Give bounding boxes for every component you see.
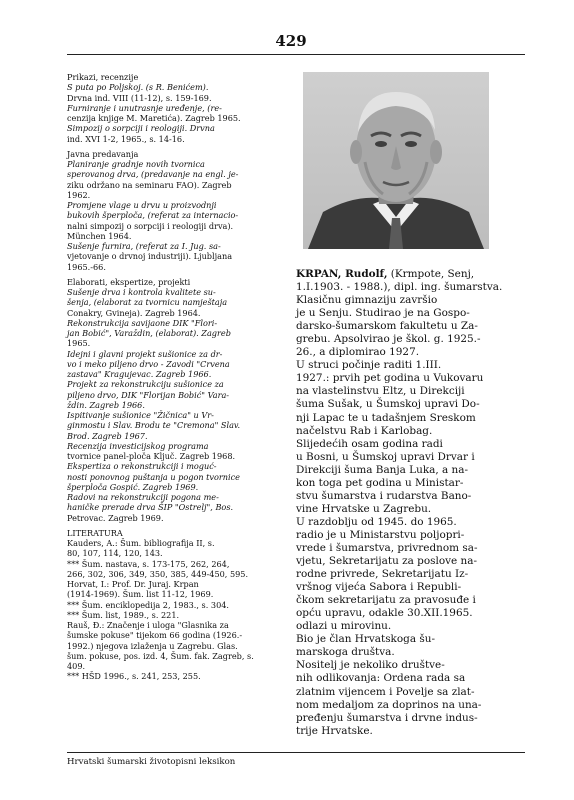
text-line: Ispitivanje sušionice "Žičnica" u Vr-	[67, 410, 214, 420]
biography-line: odlazi u mirovinu.	[296, 620, 392, 633]
text-line: Sušenje furnira, (referat za I. Jug. sa-	[67, 241, 221, 251]
text-line: Projekt za rekonstrukciju sušionice za	[67, 379, 224, 390]
biography-line: vjetu, Sekretarijatu za poslove na-	[296, 555, 477, 568]
text-line: (1914-1969). Šum. list 11-12, 1969.	[67, 589, 214, 600]
biography-line: radio je u Ministarstvu poljopri-	[296, 528, 465, 541]
biography-line: Klasičnu gimnaziju završio	[296, 294, 438, 307]
text-line: Rauš, Đ.: Značenje i uloga "Glasnika za	[67, 620, 229, 630]
biography-line: pređenju šumarstva i drvne indus-	[296, 711, 478, 724]
text-line: šperploča Gospić. Zagreb 1969.	[67, 481, 199, 492]
text-line: Idejni i glavni projekt sušionice za dr-	[67, 348, 223, 359]
text-line: 1965.-66.	[67, 261, 106, 272]
text-line: Prikazi, recenzije	[67, 72, 139, 82]
text-line: vo i meko piljeno drvo - Zavodi "Crvena	[67, 358, 230, 369]
text-line: Sušenje drva i kontrola kvalitete su-	[67, 287, 216, 297]
header-rule	[67, 54, 525, 55]
text-line: 409.	[67, 661, 86, 671]
text-line: 1962.	[67, 189, 91, 200]
text-line: Promjene vlage u drvu u proizvodnji	[67, 200, 217, 210]
text-line: Radovi na rekonstrukciji pogona me-	[67, 492, 219, 502]
text-line: ziku održano na seminaru FAO). Zagreb	[67, 179, 232, 190]
biography-line: darsko-šumarskom fakultetu u Za-	[296, 320, 478, 333]
text-line: Drvna ind. VIII (11-12), s. 159-169.	[67, 92, 212, 103]
text-line: Brod. Zagreb 1967.	[67, 430, 148, 441]
biography-line: vršnog vijeća Sabora i Republi-	[296, 581, 462, 594]
text-line: *** Šum. list, 1989., s. 221.	[67, 609, 180, 620]
text-line: Javna predavanja	[67, 148, 139, 159]
biography-line: 1927.: prvih pet godina u Vukovaru	[296, 372, 484, 385]
text-line: šum. pokuse, pos. izd. 4, Šum. fak. Zagreb, s.	[67, 650, 254, 661]
text-line: Horvat, I.: Prof. Dr. Juraj. Krpan	[67, 579, 199, 589]
text-line: Simpozij o sorpciji i reologiji. Drvna	[67, 123, 215, 134]
text-line: haničke prerade drva ŠIP "Ostrelj", Bos.	[67, 502, 234, 513]
text-line: ind. XVI 1-2, 1965., s. 14-16.	[67, 133, 185, 144]
text-line: jan Bobić", Varaždin, (elaborat). Zagreb	[67, 328, 231, 338]
left-column	[67, 72, 280, 682]
text-line: zastava" Kragujevac. Zagreb 1966.	[67, 369, 212, 379]
biography-column	[296, 268, 526, 738]
text-line: šumske pokuse" tijekom 66 godina (1926.-	[67, 630, 243, 641]
biography-line: vrede i šumarstva, privrednom sa-	[296, 541, 478, 554]
biography-line: načelstvu Rab i Karlobag.	[296, 424, 433, 437]
text-line: šenja, (elaborat za tvornicu namještaja	[67, 297, 228, 308]
portrait-image	[303, 72, 489, 249]
biography-line: nih odlikovanja: Ordena rada sa	[296, 672, 466, 685]
biography-line: na vlastelinstvu Eltz, u Direkciji	[296, 385, 465, 398]
footer-text: Hrvatski šumarski životopisni leksikon	[67, 757, 236, 767]
biography-line: šuma Sušak, u Šumskoj upravi Do-	[296, 398, 480, 411]
text-line: ždin. Zagreb 1966.	[67, 399, 145, 410]
biography-line: kon toga pet godina u Ministar-	[296, 476, 464, 489]
text-line: *** Šum. enciklopedija 2, 1983., s. 304.	[67, 599, 229, 610]
text-line: 80, 107, 114, 120, 143.	[67, 548, 163, 559]
text-line: Planiranje gradnje novih tvornica	[67, 159, 205, 169]
text-line: Rekonstrukcija savijaone DIK "Flori-	[67, 317, 218, 328]
text-line: *** HŠD 1996., s. 241, 253, 255.	[67, 671, 201, 682]
portrait-photo	[303, 72, 489, 249]
biography-line	[296, 268, 526, 281]
biography-line: vine Hrvatske u Zagrebu.	[296, 502, 432, 515]
biography-line: 26., a diplomirao 1927.	[296, 346, 420, 359]
biography-line: Bio je član Hrvatskoga šu-	[296, 633, 435, 646]
text-line: ginmostu i Slav. Brodu te "Cremona" Slav.	[67, 420, 241, 431]
text-line: 266, 302, 306, 349, 350, 385, 449-450, 595.	[67, 568, 249, 579]
text-line: LITERATURA	[67, 527, 123, 538]
biography-line: opću upravu, odakle 30.XII.1965.	[296, 607, 473, 620]
biography-line: Nositelj je nekoliko društve-	[296, 659, 445, 672]
biography-line: je u Senju. Studirao je na Gospo-	[296, 307, 470, 320]
text-line: bukovih šperploča, (referat za internacio-	[67, 210, 239, 221]
biography-line: čkom sekretarijatu za pravosuđe i	[296, 594, 476, 607]
page-number: 429	[275, 32, 307, 50]
text-line: Elaborati, ekspertize, projekti	[67, 276, 191, 287]
biography-line: nom medaljom za doprinos na una-	[296, 698, 482, 711]
text-line: Kauders, A.: Šum. bibliografija II, s.	[67, 538, 215, 548]
text-line: Ekspertiza o rekonstrukciji i moguć-	[67, 461, 217, 472]
biography-line: Slijedećih osam godina radi	[296, 437, 443, 450]
biography-line: marskoga društva.	[296, 646, 395, 659]
text-line: tvornice panel-ploča Ključ. Zagreb 1968.	[67, 451, 236, 461]
text-line: Recenzija investicijskog programa	[67, 440, 209, 451]
text-line: München 1964.	[67, 230, 132, 241]
text-line: vjetovanje o drvnoj industriji). Ljubljana	[67, 251, 233, 262]
biography-line: rodne privrede, Sekretarijatu Iz-	[296, 568, 469, 581]
text-line: nosti ponovnog puštanja u pogon tvornice	[67, 471, 240, 482]
biography-line: U razdoblju od 1945. do 1965.	[296, 515, 457, 528]
biography-line: nji Lapac te u tadašnjem Sreskom	[296, 411, 476, 424]
text-line: Furniranje i unutrasnje uređenje, (re-	[67, 102, 222, 113]
entry-heading: KRPAN, Rudolf,	[296, 268, 388, 280]
text-line: Conakry, Gvineja). Zagreb 1964.	[67, 307, 201, 318]
biography-line: Direkciji šuma Banja Luka, a na-	[296, 463, 469, 476]
biography-line: grebu. Apsolvirao je škol. g. 1925.-	[296, 333, 481, 346]
text-line: piljeno drvo, DIK "Florijan Bobić" Vara-	[67, 389, 230, 400]
biography-line: zlatnim vijencem i Povelje sa zlat-	[296, 685, 475, 698]
text-line: cenzija knjige M. Maretića). Zagreb 1965.	[67, 113, 241, 123]
text-line: *** Šum. nastava, s. 173-175, 262, 264,	[67, 558, 230, 569]
text-line: 1965.	[67, 338, 91, 349]
biography-line: stvu šumarstva i rudarstva Bano-	[296, 489, 472, 502]
text-line: S puta po Poljskoj. (s R. Benićem).	[67, 82, 209, 93]
text-line: nalni simpozij o sorpciji i reologiji drva).	[67, 220, 234, 231]
biography-line: u Bosni, u Šumskoj upravi Drvar i	[296, 450, 475, 463]
text-line: sperovanog drva, (predavanje na engl. je-	[67, 169, 239, 180]
biography-line: 1.I.1903. - 1988.), dipl. ing. šumarstva.	[296, 281, 503, 294]
text-line: 1992.) njegova izlaženja u Zagrebu. Glas.	[67, 640, 238, 651]
entry-heading-rest: (Krmpote, Senj,	[387, 268, 475, 280]
biography-line: U struci počinje raditi 1.III.	[296, 359, 442, 372]
text-line: Petrovac. Zagreb 1969.	[67, 512, 164, 523]
footer-rule	[67, 752, 525, 753]
biography-line: trije Hrvatske.	[296, 724, 373, 737]
